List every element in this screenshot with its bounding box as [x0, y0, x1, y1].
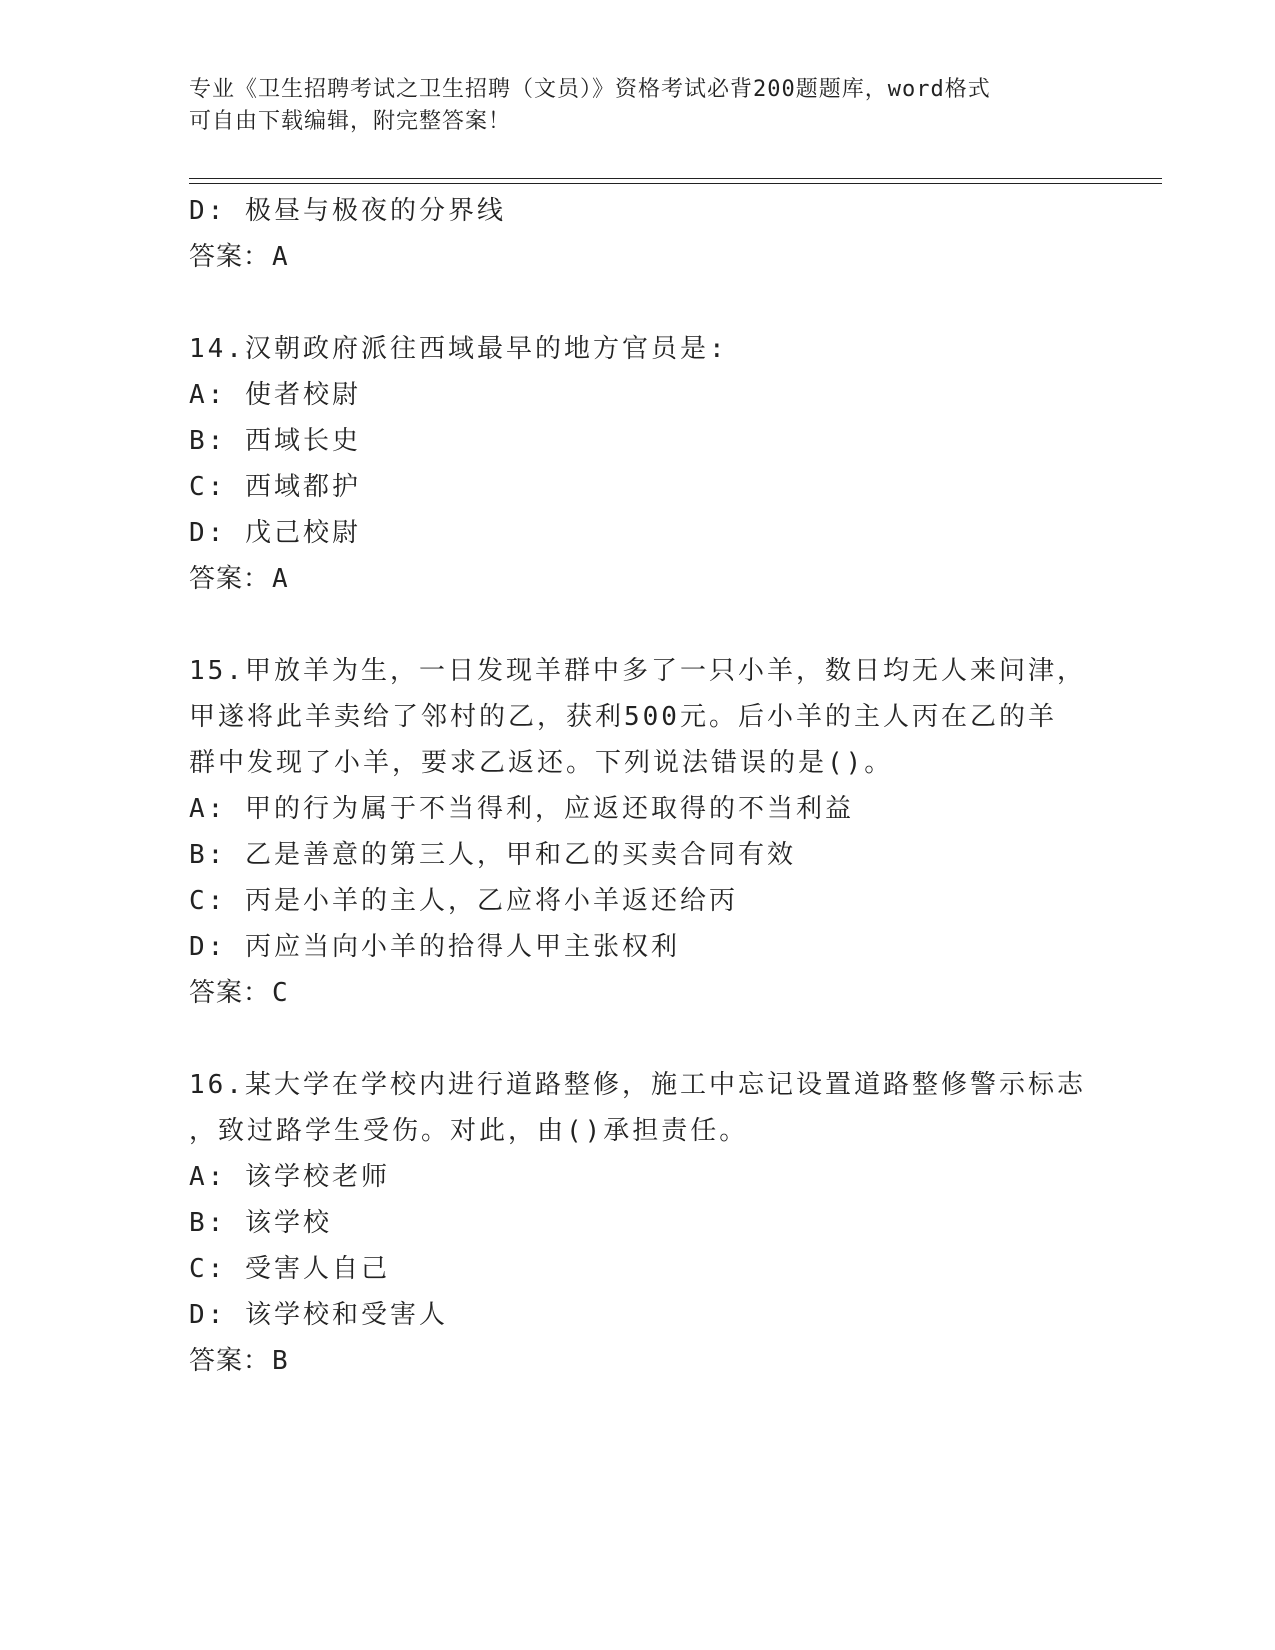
- option-a: A: 该学校老师: [189, 1162, 390, 1192]
- document-header: [189, 74, 1089, 138]
- option-c: C: 丙是小羊的主人，乙应将小羊返还给丙: [189, 886, 738, 916]
- option-b: B: 乙是善意的第三人，甲和乙的买卖合同有效: [189, 840, 796, 870]
- option-b: B: 该学校: [189, 1208, 332, 1238]
- question-text-line: 群中发现了小羊，要求乙返还。下列说法错误的是()。: [189, 748, 894, 778]
- answer-line: [189, 1338, 1089, 1384]
- answer-label: 答案：: [189, 242, 271, 272]
- option-b: B: 西域长史: [189, 426, 361, 456]
- option-d: D: 丙应当向小羊的拾得人甲主张权利: [189, 932, 680, 962]
- answer-label: 答案：: [189, 1346, 271, 1376]
- header-line-2: 可自由下载编辑，附完整答案！: [189, 109, 512, 134]
- question-text-line: 甲遂将此羊卖给了邻村的乙，获利500元。后小羊的主人丙在乙的羊: [189, 702, 1057, 732]
- answer-label: 答案：: [189, 978, 271, 1008]
- answer-value: A: [272, 564, 289, 594]
- answer-line: [189, 556, 1089, 602]
- question-content: [189, 188, 1089, 1384]
- option-d: D: 该学校和受害人: [189, 1300, 448, 1330]
- option-a: A: 甲的行为属于不当得利，应返还取得的不当利益: [189, 794, 854, 824]
- option-c: C: 受害人自己: [189, 1254, 390, 1284]
- header-divider-bottom: [189, 183, 1162, 184]
- question-text-line: ，致过路学生受伤。对此，由()承担责任。: [189, 1116, 749, 1146]
- answer-label: 答案：: [189, 564, 271, 594]
- answer-value: C: [272, 978, 289, 1008]
- answer-line: [189, 970, 1089, 1016]
- answer-value: B: [272, 1346, 289, 1376]
- option-d: D: 戊己校尉: [189, 518, 361, 548]
- header-divider-top: [189, 178, 1162, 179]
- question-text-line: 16.某大学在学校内进行道路整修，施工中忘记设置道路整修警示标志: [189, 1070, 1086, 1100]
- answer-value: A: [272, 242, 289, 272]
- option-a: A: 使者校尉: [189, 380, 361, 410]
- answer-line: [189, 234, 1089, 280]
- option-d: D: 极昼与极夜的分界线: [189, 196, 506, 226]
- question-text: 14.汉朝政府派往西域最早的地方官员是:: [189, 334, 728, 364]
- header-line-1: 专业《卫生招聘考试之卫生招聘（文员）》资格考试必背200题题库，word格式: [189, 77, 991, 102]
- question-text-line: 15.甲放羊为生，一日发现羊群中多了一只小羊，数日均无人来问津，: [189, 656, 1086, 686]
- option-c: C: 西域都护: [189, 472, 361, 502]
